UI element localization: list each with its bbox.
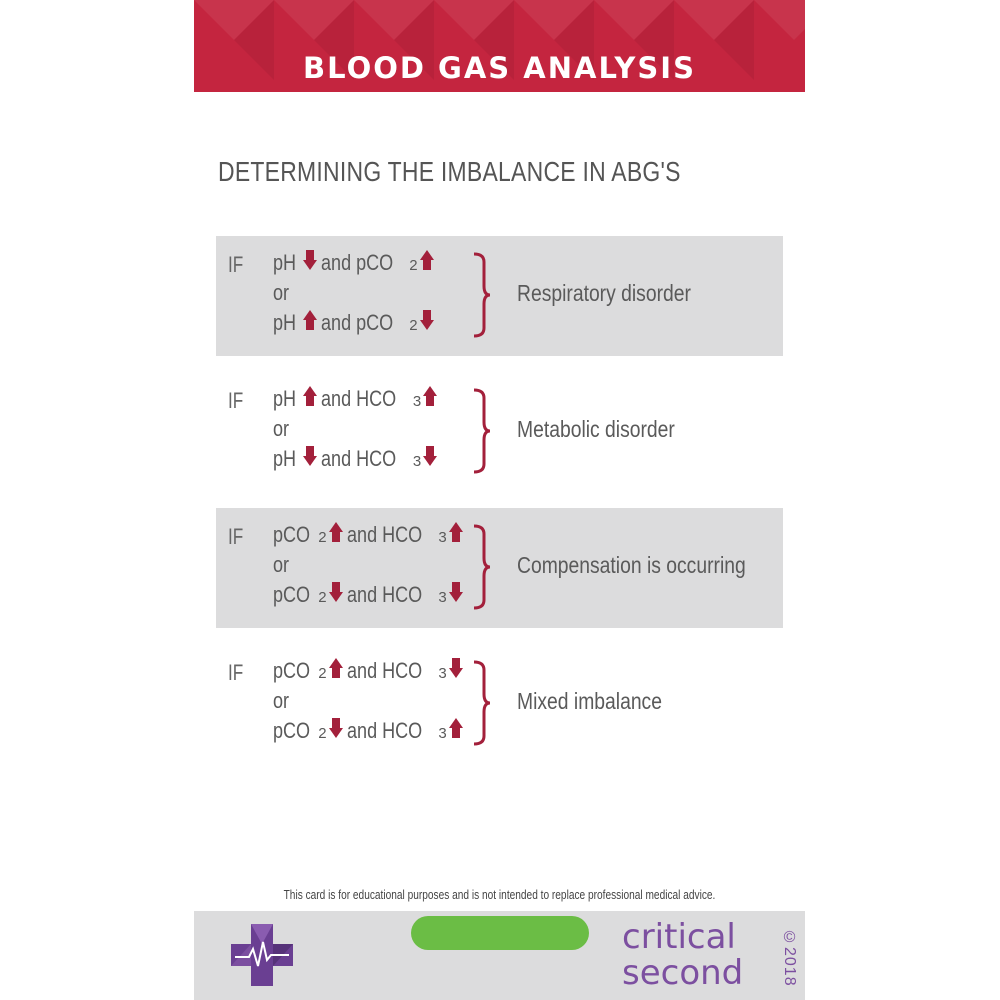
- and-hco-text: and HCO: [346, 522, 422, 547]
- and-pco-text: and pCO: [321, 250, 394, 275]
- pco-text: pCO: [273, 718, 311, 743]
- or-line: [273, 552, 293, 582]
- up-arrow-icon: [329, 522, 343, 542]
- up-arrow-icon: [420, 250, 434, 270]
- section-title: DETERMINING THE IMBALANCE IN ABG'S: [218, 156, 681, 187]
- header-banner: [194, 0, 805, 92]
- condition-line-1: [273, 522, 467, 552]
- brand-line-2: second: [622, 953, 744, 993]
- and-hco-text: and HCO: [346, 718, 422, 743]
- bracket-icon: [472, 524, 492, 610]
- copyright-text: ©2018: [781, 929, 798, 987]
- bracket-icon: [472, 252, 492, 338]
- down-arrow-icon: [449, 582, 463, 602]
- result-metabolic-disorder: Metabolic disorder: [517, 416, 675, 442]
- up-arrow-icon: [423, 386, 437, 406]
- if-label: IF: [228, 388, 244, 413]
- up-arrow-icon: [449, 718, 463, 738]
- if-label: IF: [228, 524, 244, 549]
- or-line: [273, 688, 293, 718]
- subscript: 2: [409, 317, 418, 334]
- disclaimer-text: This card is for educational purposes and is not intended to replace professional medical advice.: [283, 887, 716, 902]
- reference-card: [194, 0, 805, 1000]
- and-hco-text: and HCO: [321, 446, 397, 471]
- and-hco-text: and HCO: [346, 582, 422, 607]
- condition-line-2: [273, 310, 438, 340]
- medical-cross-pulse-icon: [231, 924, 293, 986]
- if-label: IF: [228, 660, 244, 685]
- bracket-icon: [472, 388, 492, 474]
- subscript: 3: [412, 393, 422, 410]
- condition-line-2: [273, 718, 467, 748]
- result-mixed-imbalance: Mixed imbalance: [517, 688, 662, 714]
- subscript: 2: [409, 257, 418, 274]
- condition-line-1: [273, 386, 441, 416]
- up-arrow-icon: [303, 386, 317, 406]
- pco-text: pCO: [273, 658, 311, 683]
- rule-row-mixed: [216, 644, 783, 764]
- or-text: or: [273, 280, 290, 305]
- or-line: [273, 280, 293, 310]
- if-label: IF: [228, 252, 244, 277]
- rule-row-compensation: [216, 508, 783, 628]
- down-arrow-icon: [329, 718, 343, 738]
- condition-line-1: [273, 658, 467, 688]
- subscript: 2: [318, 589, 327, 606]
- bracket-icon: [472, 660, 492, 746]
- ph-text: pH: [273, 446, 297, 471]
- footer-bar: [194, 911, 805, 1000]
- condition-line-1: [273, 250, 438, 280]
- green-pill-badge: [411, 916, 589, 950]
- rule-row-respiratory: [216, 236, 783, 356]
- ph-text: pH: [273, 310, 297, 335]
- down-arrow-icon: [303, 446, 317, 466]
- up-arrow-icon: [329, 658, 343, 678]
- up-arrow-icon: [303, 310, 317, 330]
- up-arrow-icon: [449, 522, 463, 542]
- subscript: 3: [438, 665, 447, 682]
- rule-row-metabolic: [216, 372, 783, 492]
- subscript: 3: [438, 529, 447, 546]
- result-respiratory-disorder: Respiratory disorder: [517, 280, 691, 306]
- and-hco-text: and HCO: [346, 658, 422, 683]
- card-title: BLOOD GAS ANALYSIS: [303, 51, 696, 85]
- or-line: [273, 416, 293, 446]
- or-text: or: [273, 552, 290, 577]
- brand-logo-text: [622, 919, 743, 991]
- down-arrow-icon: [449, 658, 463, 678]
- condition-line-2: [273, 446, 441, 476]
- pco-text: pCO: [273, 582, 311, 607]
- down-arrow-icon: [423, 446, 437, 466]
- brand-line-1: critical: [622, 917, 736, 957]
- subscript: 3: [438, 725, 447, 742]
- subscript: 3: [412, 453, 422, 470]
- result-compensation: Compensation is occurring: [517, 552, 746, 578]
- down-arrow-icon: [329, 582, 343, 602]
- and-hco-text: and HCO: [321, 386, 397, 411]
- pco-text: pCO: [273, 522, 311, 547]
- ph-text: pH: [273, 386, 297, 411]
- subscript: 2: [318, 529, 327, 546]
- down-arrow-icon: [303, 250, 317, 270]
- subscript: 2: [318, 665, 327, 682]
- ph-text: pH: [273, 250, 297, 275]
- and-pco-text: and pCO: [321, 310, 394, 335]
- or-text: or: [273, 416, 290, 441]
- or-text: or: [273, 688, 290, 713]
- subscript: 3: [438, 589, 447, 606]
- subscript: 2: [318, 725, 327, 742]
- condition-line-2: [273, 582, 467, 612]
- down-arrow-icon: [420, 310, 434, 330]
